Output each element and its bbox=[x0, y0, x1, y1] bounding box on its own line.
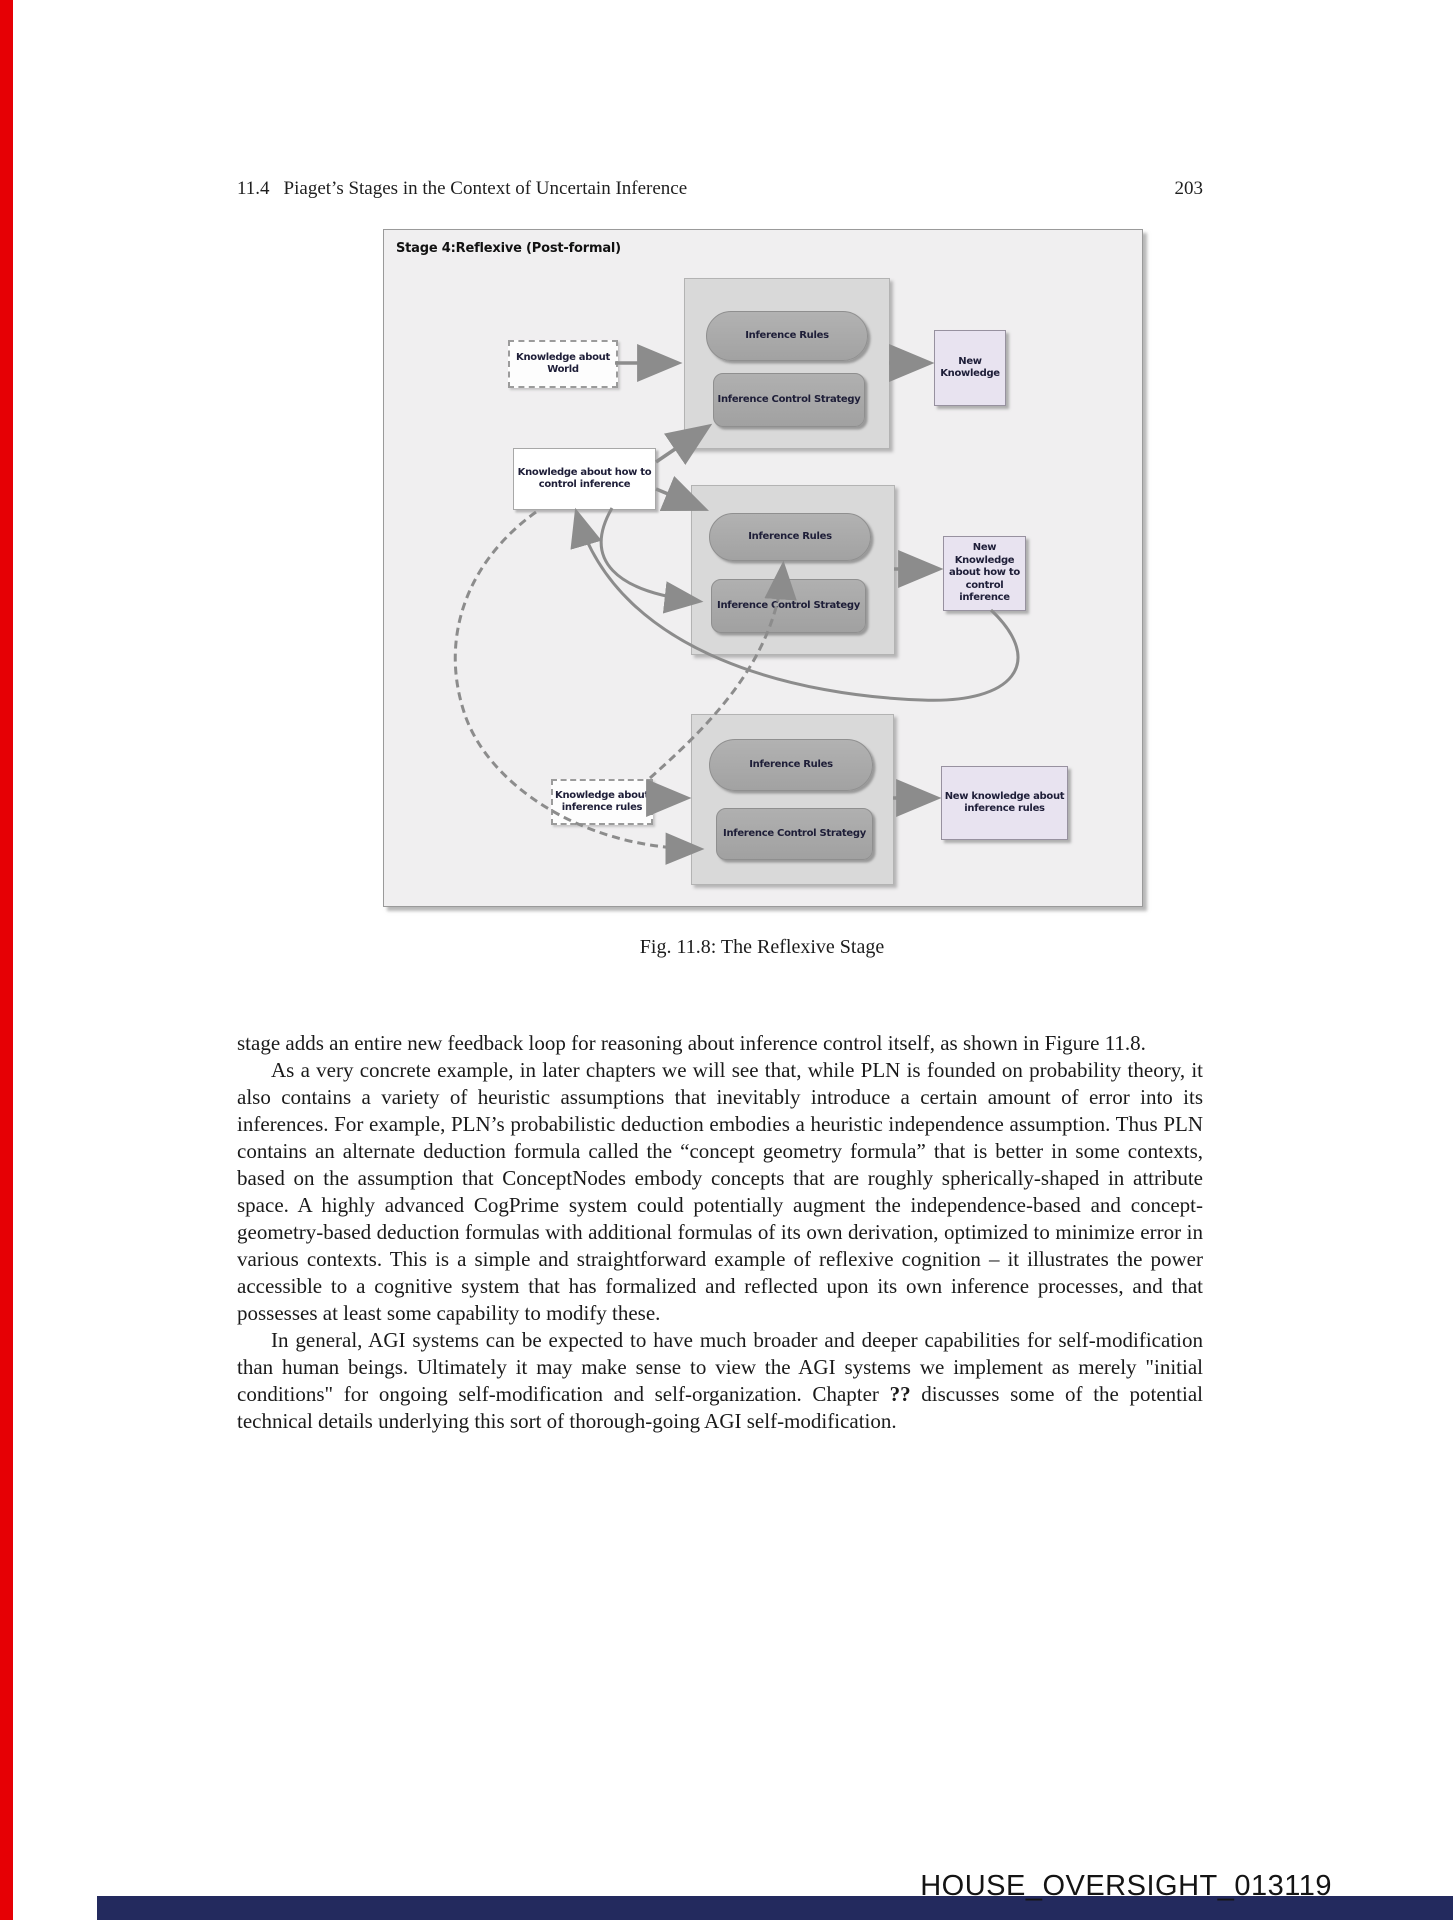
paragraph-1: stage adds an entire new feedback loop for reasoning about inference control itself, as shown in Figure 11.8. bbox=[237, 1031, 1146, 1055]
level-1-inference-control-strategy: Inference Control Strategy bbox=[713, 373, 865, 427]
knowledge-about-world-box: Knowledge about World bbox=[508, 340, 618, 388]
figure-caption: Fig. 11.8: The Reflexive Stage bbox=[639, 936, 885, 958]
paragraph-3-text: In general, AGI systems can be expected to have much broader and deeper capabilities for self-modification than human beings. Ultimately it may make sense to view the AGI systems we implement as merely "initial conditions" for ongoing self-modification and self-organization. Chapter bbox=[237, 1328, 1203, 1406]
unresolved-chapter-ref: ?? bbox=[889, 1382, 911, 1406]
level-2-inference-rules: Inference Rules bbox=[709, 513, 871, 561]
level-3-inference-rules: Inference Rules bbox=[709, 739, 873, 791]
section-heading bbox=[237, 178, 687, 200]
body-text bbox=[237, 1030, 1203, 1435]
level-3-inference-control-strategy: Inference Control Strategy bbox=[716, 808, 873, 860]
left-edge-red-bar bbox=[0, 0, 13, 1920]
new-knowledge-rules-box: New knowledge about inference rules bbox=[941, 766, 1068, 840]
new-knowledge-box: New Knowledge bbox=[934, 330, 1006, 406]
new-knowledge-control-box: New Knowledge about how to control inference bbox=[943, 536, 1026, 611]
section-title: Piaget’s Stages in the Context of Uncertain Inference bbox=[283, 178, 688, 199]
figure-stage-title: Stage 4:Reflexive (Post-formal) bbox=[396, 241, 621, 256]
knowledge-about-control-box: Knowledge about how to control inference bbox=[513, 448, 656, 510]
section-number: 11.4 bbox=[237, 178, 270, 199]
curve-control-knowledge-to-level2-ics bbox=[601, 508, 697, 601]
paragraph-2: As a very concrete example, in later chapters we will see that, while PLN is founded on probability theory, it also contains a variety of heuristic assumptions that inevitably introduce a certain amount of error into its inferences. For example, PLN’s probabilistic deduction embodies a heuristic independence assumption. Thus PLN contains an alternate deduction formula called the “concept geometry formula” that is better in some contexts, based on the assumption that ConceptNodes embody concepts that are roughly spherically-shaped in attribute space. A highly advanced CogPrime system could potentially augment the independence-based and concept-geometry-based deduction formulas with additional formulas of its own derivation, optimized to minimize error in various contexts. This is a simple and straightforward example of reflexive cognition – it illustrates the power accessible to a cognitive system that has formalized and reflected upon its own inference processes, and that possesses at least some capability to modify these. bbox=[237, 1058, 1203, 1325]
level-2-inference-control-strategy: Inference Control Strategy bbox=[711, 579, 866, 633]
knowledge-about-rules-box: Knowledge about inference rules bbox=[551, 779, 653, 825]
running-header bbox=[237, 178, 1203, 200]
paragraph-3 bbox=[237, 1327, 1203, 1435]
paragraph-3-text-end: discusses some of the potential technical details underlying this sort of thorough-going AGI self-modification. bbox=[237, 1382, 1203, 1433]
figure-11-8 bbox=[383, 229, 1143, 907]
level-1-inference-rules: Inference Rules bbox=[706, 311, 868, 361]
oversight-watermark: HOUSE_OVERSIGHT_013119 bbox=[920, 1870, 1332, 1902]
page-number: 203 bbox=[1174, 178, 1203, 199]
